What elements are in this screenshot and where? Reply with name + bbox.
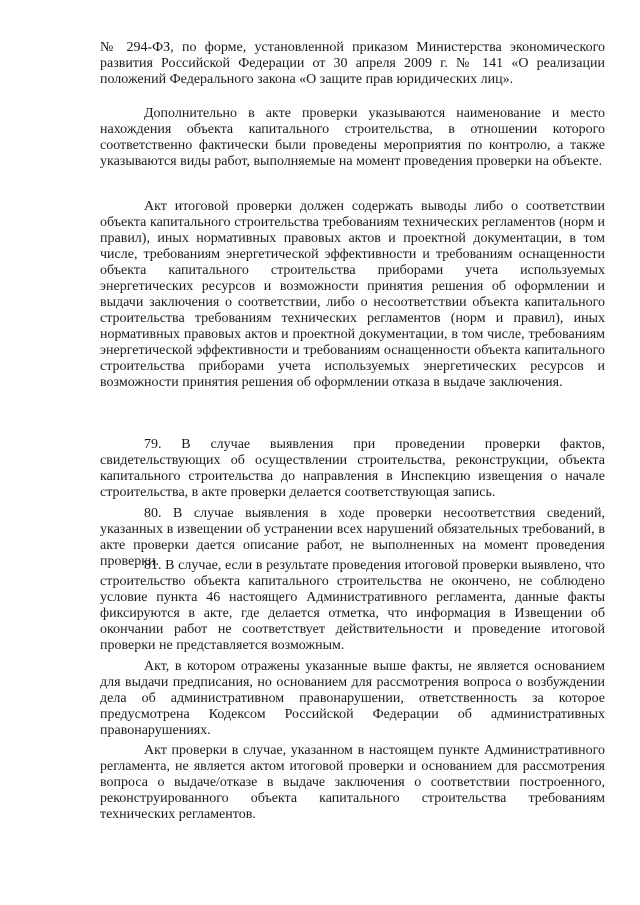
paragraph-inspection-object: Дополнительно в акте проверки указываются наименование и место нахождения объекта капитального строительства, в отношении которого соответственно фактически были проведены мероприятия по контролю, а также указываются виды работ, выполняемые на момент проведения проверки на объекте. [100, 106, 605, 169]
paragraph-item-81: 81. В случае, если в результате проведения итоговой проверки выявлено, что строительство объекта капитального строительства не окончено, не соблюдено условие пункта 46 настоящего Административного регламента, данные факты фиксируются в акте, где делается отметка, что информация в Извещении об окончании работ не соответствует действительности и проведение итоговой проверки не представляется возможным. [100, 558, 605, 653]
paragraph-act-facts: Акт, в котором отражены указанные выше факты, не является основанием для выдачи предписания, но основанием для рассмотрения вопроса о возбуждении дела об административном правонарушении, ответственность за которое предусмотрена Кодексом Российской Федерации об административных правонарушениях. [100, 659, 605, 738]
paragraph-act-not-final: Акт проверки в случае, указанном в настоящем пункте Административного регламента, не является актом итоговой проверки и основанием для рассмотрения вопроса о выдаче/отказе в выдаче заключения о соответствии построенного, реконструированного объекта капитального строительства требованиям технических регламентов. [100, 743, 605, 822]
paragraph-item-80: 80. В случае выявления в ходе проверки несоответствия сведений, указанных в извещении об устранении всех нарушений обязательных требований, в акте проверки дается описание работ, не выполненных на момент проведения проверки. [100, 506, 605, 569]
paragraph-final-inspection: Акт итоговой проверки должен содержать выводы либо о соответствии объекта капитального строительства требованиям технических регламентов (норм и правил), иных нормативных правовых актов и проектной документации, в том числе, требованиям энергетической эффективности и требованиям оснащенности объекта капитального строительства приборами учета используемых энергетических ресурсов и возможности принятия решения об оформлении и выдачи заключения о соответствии, либо о несоответствии объекта капитального строительства требованиям технических регламентов (норм и правил), иных нормативных правовых актов и проектной документации, в том числе, требованиям энергетической эффективности и требованиям оснащенности объекта капитального строительства приборами учета используемых энергетических ресурсов и возможности принятия решения об оформлении отказа в выдаче заключения. [100, 199, 605, 390]
paragraph-continuation: № 294-ФЗ, по форме, установленной приказом Министерства экономического развития Российской Федерации от 30 апреля 2009 г. № 141 «О реализации положений Федерального закона «О защите прав юридических лиц». [100, 40, 605, 87]
paragraph-item-79: 79. В случае выявления при проведении проверки фактов, свидетельствующих об осуществлении строительства, реконструкции, объекта капитального строительства до направления в Инспекцию извещения о начале строительства, в акте проверки делается соответствующая запись. [100, 437, 605, 500]
